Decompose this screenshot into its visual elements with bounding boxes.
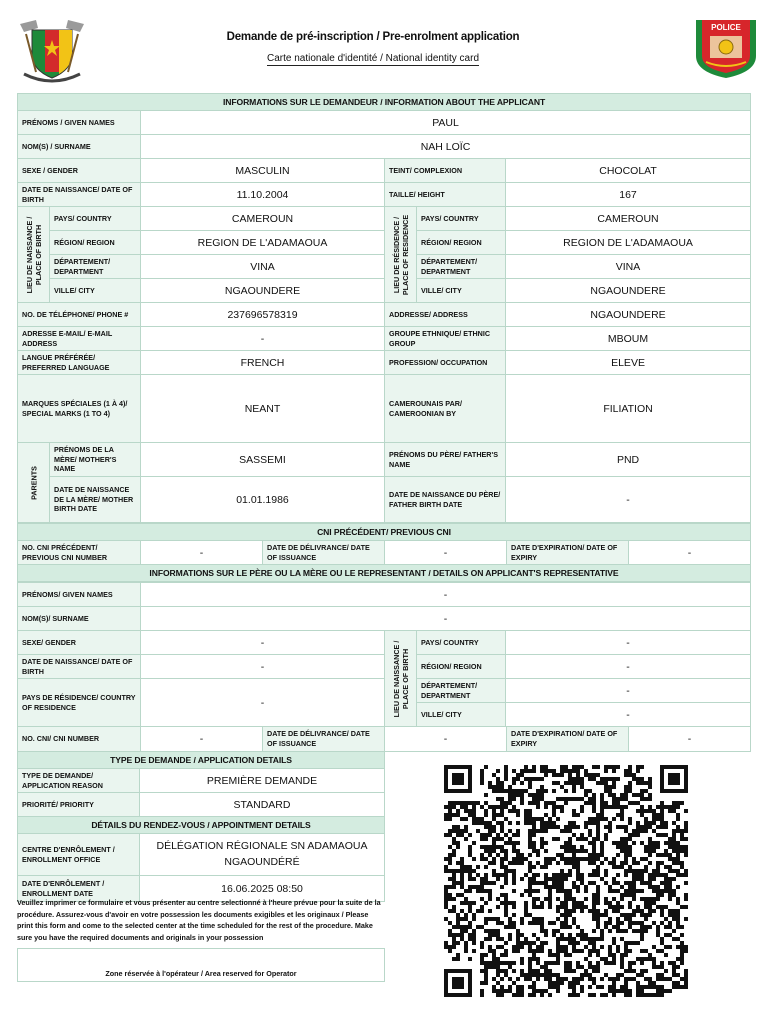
birth-region-label: RÉGION/ REGION bbox=[50, 231, 141, 255]
height-value: 167 bbox=[506, 183, 751, 207]
place-of-birth-label: LIEU DE NAISSANCE / PLACE OF BIRTH bbox=[18, 207, 50, 303]
rep-gender-label: SEXE/ GENDER bbox=[18, 631, 141, 655]
res-city-label: VILLE/ CITY bbox=[417, 279, 506, 303]
enrollment-office-label: CENTRE D'ENRÔLEMENT / ENROLLMENT OFFICE bbox=[18, 834, 140, 876]
ethnic-group-value: MBOUM bbox=[506, 327, 751, 351]
previous-cni-table bbox=[17, 523, 751, 582]
birth-city-value: NGAOUNDERE bbox=[141, 279, 385, 303]
res-region-label: RÉGION/ REGION bbox=[417, 231, 506, 255]
operator-zone-label: Zone réservée à l'opérateur / Area reserved for Operator bbox=[105, 969, 297, 978]
previous-cni-expiry-value: - bbox=[629, 541, 751, 565]
rep-birth-city-value: - bbox=[506, 703, 751, 727]
given-names-label: PRÉNOMS / GIVEN NAMES bbox=[18, 111, 141, 135]
father-name-label: PRÉNOMS DU PÈRE/ FATHER'S NAME bbox=[385, 443, 506, 477]
cameroon-coat-of-arms-logo bbox=[16, 14, 88, 84]
rep-birth-country-value: - bbox=[506, 631, 751, 655]
operator-zone bbox=[17, 948, 385, 982]
ethnic-group-label: GROUPE ETHNIQUE/ ETHNIC GROUP bbox=[385, 327, 506, 351]
rep-birth-region-label: RÉGION/ REGION bbox=[417, 655, 506, 679]
representative-table bbox=[17, 582, 751, 727]
rep-residence-country-label: PAYS DE RÉSIDENCE/ COUNTRY OF RESIDENCE bbox=[18, 679, 141, 727]
birth-city-label: VILLE/ CITY bbox=[50, 279, 141, 303]
rep-cni-number-label: NO. CNI/ CNI NUMBER bbox=[18, 727, 141, 752]
application-reason-value: PREMIÈRE DEMANDE bbox=[140, 769, 385, 793]
rep-residence-country-value: - bbox=[141, 679, 385, 727]
birth-department-value: VINA bbox=[141, 255, 385, 279]
form-subtitle: Carte nationale d'identité / National identity card bbox=[266, 53, 480, 64]
surname-value: NAH LOÏC bbox=[141, 135, 751, 159]
birth-date-label: DATE DE NAISSANCE/ DATE OF BIRTH bbox=[18, 183, 141, 207]
occupation-label: PROFESSION/ OCCUPATION bbox=[385, 351, 506, 375]
father-birth-label: DATE DE NAISSANCE DU PÈRE/ FATHER BIRTH DATE bbox=[385, 477, 506, 523]
rep-issuance-label: DATE DE DÉLIVRANCE/ DATE OF ISSUANCE bbox=[263, 727, 385, 752]
application-details-table bbox=[17, 751, 385, 902]
address-label: ADDRESSE/ ADDRESS bbox=[385, 303, 506, 327]
father-name-value: PND bbox=[506, 443, 751, 477]
res-department-value: VINA bbox=[506, 255, 751, 279]
priority-label: PRIORITÉ/ PRIORITY bbox=[18, 793, 140, 817]
height-label: TAILLE/ HEIGHT bbox=[385, 183, 506, 207]
cameroonian-by-value: FILIATION bbox=[506, 375, 751, 443]
priority-value: STANDARD bbox=[140, 793, 385, 817]
birth-country-value: CAMEROUN bbox=[141, 207, 385, 231]
instructions-note-en: Please print this form and come to the selected center at the time scheduled for the rest of the procedure. Make sure you have the required documents and originals in your possession bbox=[17, 909, 373, 942]
previous-cni-section-title: CNI PRÉCÉDENT/ PREVIOUS CNI bbox=[18, 524, 751, 541]
special-marks-value: NEANT bbox=[141, 375, 385, 443]
res-country-label: PAYS/ COUNTRY bbox=[417, 207, 506, 231]
rep-birth-date-value: - bbox=[141, 655, 385, 679]
res-city-value: NGAOUNDERE bbox=[506, 279, 751, 303]
complexion-value: CHOCOLAT bbox=[506, 159, 751, 183]
previous-cni-issuance-label: DATE DE DÉLIVRANCE/ DATE OF ISSUANCE bbox=[263, 541, 385, 565]
place-of-residence-label: LIEU DE RÉSIDENCE / PLACE OF RESIDENCE bbox=[385, 207, 417, 303]
rep-expiry-label: DATE D'EXPIRATION/ DATE OF EXPIRY bbox=[507, 727, 629, 752]
rep-issuance-value: - bbox=[385, 727, 507, 752]
parents-label: PARENTS bbox=[18, 443, 50, 523]
rep-birth-department-value: - bbox=[506, 679, 751, 703]
res-department-label: DÉPARTEMENT/ DEPARTMENT bbox=[417, 255, 506, 279]
rep-birth-city-label: VILLE/ CITY bbox=[417, 703, 506, 727]
qr-finder-pattern bbox=[444, 969, 472, 997]
previous-cni-number-label: NO. CNI PRÉCÉDENT/ PREVIOUS CNI NUMBER bbox=[18, 541, 141, 565]
email-value: - bbox=[141, 327, 385, 351]
phone-value: 237696578319 bbox=[141, 303, 385, 327]
svg-text:POLICE: POLICE bbox=[711, 23, 741, 32]
application-section-title: TYPE DE DEMANDE / APPLICATION DETAILS bbox=[18, 752, 385, 769]
previous-cni-issuance-value: - bbox=[385, 541, 507, 565]
rep-birth-country-label: PAYS/ COUNTRY bbox=[417, 631, 506, 655]
instructions-note-fr: Veuillez imprimer ce formulaire et vous présenter au centre selectionné à l'heure prévue pour la suite de la procédure. Assurez-vous d'avoir en votre possession les documents exigibles et les originaux / bbox=[17, 898, 381, 919]
special-marks-label: MARQUES SPÉCIALES (1 À 4)/ SPECIAL MARKS (1 TO 4) bbox=[18, 375, 141, 443]
application-reason-label: TYPE DE DEMANDE/ APPLICATION REASON bbox=[18, 769, 140, 793]
cameroonian-by-label: CAMEROUNAIS PAR/ CAMEROONIAN BY bbox=[385, 375, 506, 443]
language-value: FRENCH bbox=[141, 351, 385, 375]
res-country-value: CAMEROUN bbox=[506, 207, 751, 231]
rep-surname-value: - bbox=[141, 607, 751, 631]
rep-given-names-label: PRÉNOMS/ GIVEN NAMES bbox=[18, 583, 141, 607]
address-value: NGAOUNDERE bbox=[506, 303, 751, 327]
enrollment-date-value: 16.06.2025 08:50 bbox=[140, 876, 385, 902]
representative-section-title: INFORMATIONS SUR LE PÈRE OU LA MÈRE OU LE REPRESENTANT / DETAILS ON APPLICANT'S REPRESENTATIVE bbox=[18, 565, 751, 582]
rep-cni-number-value: - bbox=[141, 727, 263, 752]
rep-place-of-birth-label: LIEU DE NAISSANCE / PLACE OF BIRTH bbox=[385, 631, 417, 727]
occupation-value: ELEVE bbox=[506, 351, 751, 375]
birth-country-label: PAYS/ COUNTRY bbox=[50, 207, 141, 231]
instructions-note bbox=[17, 897, 383, 943]
mother-name-value: SASSEMI bbox=[141, 443, 385, 477]
rep-surname-label: NOM(S)/ SURNAME bbox=[18, 607, 141, 631]
applicant-info-table bbox=[17, 93, 751, 523]
res-region-value: REGION DE L'ADAMAOUA bbox=[506, 231, 751, 255]
qr-code bbox=[444, 765, 688, 997]
birth-date-value: 11.10.2004 bbox=[141, 183, 385, 207]
birth-region-value: REGION DE L'ADAMAOUA bbox=[141, 231, 385, 255]
rep-birth-department-label: DÉPARTEMENT/ DEPARTMENT bbox=[417, 679, 506, 703]
birth-department-label: DÉPARTEMENT/ DEPARTMENT bbox=[50, 255, 141, 279]
given-names-value: PAUL bbox=[141, 111, 751, 135]
mother-birth-label: DATE DE NAISSANCE DE LA MÈRE/ MOTHER BIRTH DATE bbox=[50, 477, 141, 523]
enrollment-date-label: DATE D'ENRÔLEMENT / ENROLLMENT DATE bbox=[18, 876, 140, 902]
applicant-section-title: INFORMATIONS SUR LE DEMANDEUR / INFORMATION ABOUT THE APPLICANT bbox=[18, 94, 751, 111]
rep-birth-region-value: - bbox=[506, 655, 751, 679]
qr-finder-pattern bbox=[660, 765, 688, 793]
language-label: LANGUE PRÉFÉRÉE/ PREFERRED LANGUAGE bbox=[18, 351, 141, 375]
rep-given-names-value: - bbox=[141, 583, 751, 607]
police-badge-logo bbox=[694, 18, 758, 80]
enrollment-office-value: DÉLÉGATION RÉGIONALE SN ADAMAOUA NGAOUNDÉRÉ bbox=[140, 834, 385, 876]
qr-finder-pattern bbox=[444, 765, 472, 793]
father-birth-value: - bbox=[506, 477, 751, 523]
email-label: ADRESSE E-MAIL/ E-MAIL ADDRESS bbox=[18, 327, 141, 351]
form-title: Demande de pré-inscription / Pre-enrolment application bbox=[226, 31, 520, 43]
rep-expiry-value: - bbox=[629, 727, 751, 752]
previous-cni-number-value: - bbox=[141, 541, 263, 565]
rep-cni-table bbox=[17, 726, 751, 752]
appointment-section-title: DÉTAILS DU RENDEZ-VOUS / APPOINTMENT DETAILS bbox=[18, 817, 385, 834]
previous-cni-expiry-label: DATE D'EXPIRATION/ DATE OF EXPIRY bbox=[507, 541, 629, 565]
surname-label: NOM(S) / SURNAME bbox=[18, 135, 141, 159]
gender-label: SEXE / GENDER bbox=[18, 159, 141, 183]
complexion-label: TEINT/ COMPLEXION bbox=[385, 159, 506, 183]
mother-birth-value: 01.01.1986 bbox=[141, 477, 385, 523]
gender-value: MASCULIN bbox=[141, 159, 385, 183]
mother-name-label: PRÉNOMS DE LA MÈRE/ MOTHER'S NAME bbox=[50, 443, 141, 477]
rep-birth-date-label: DATE DE NAISSANCE/ DATE OF BIRTH bbox=[18, 655, 141, 679]
phone-label: NO. DE TÉLÉPHONE/ PHONE # bbox=[18, 303, 141, 327]
rep-gender-value: - bbox=[141, 631, 385, 655]
